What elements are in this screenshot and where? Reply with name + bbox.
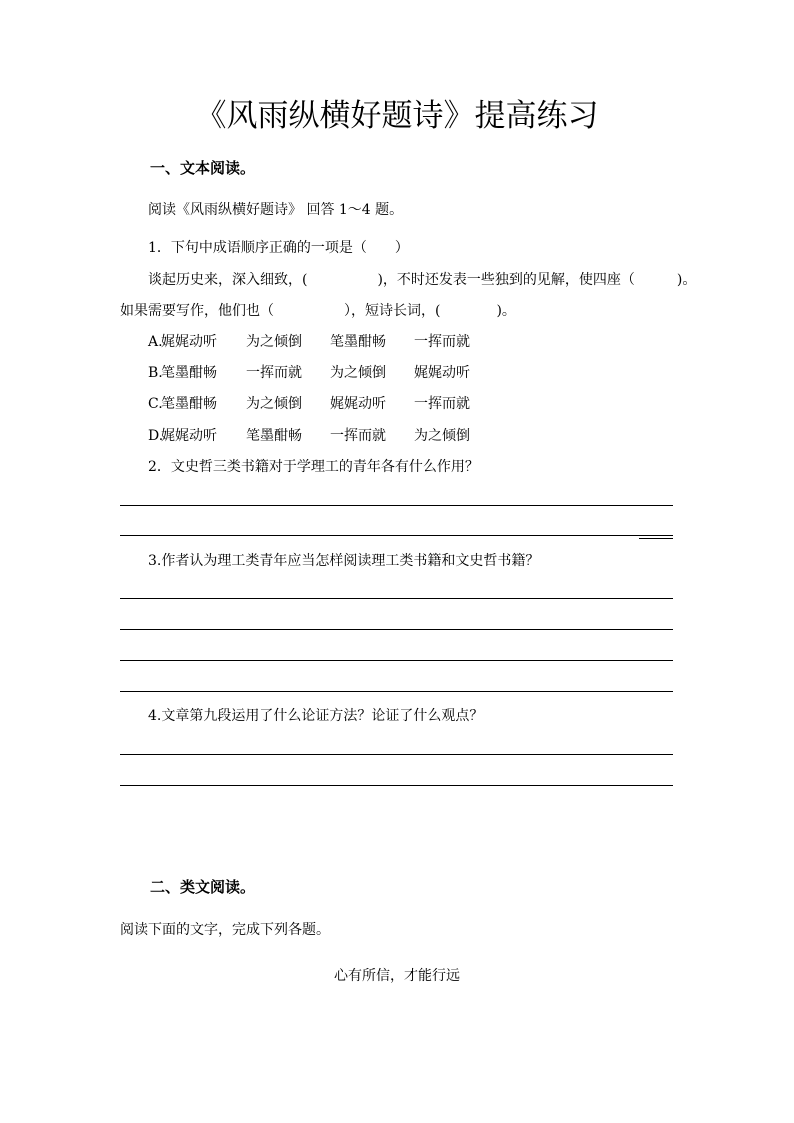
section-2-intro: 阅读下面的文字，完成下列各题。 — [120, 922, 330, 938]
option-item: 为之倾倒 — [414, 428, 470, 444]
question-2-stem: 2．文史哲三类书籍对于学理工的青年各有什么作用？ — [148, 459, 479, 475]
option-item: 娓娓动听 — [330, 396, 386, 412]
option-item: 为之倾倒 — [246, 334, 302, 350]
passage-title: 心有所信，才能行远 — [334, 968, 460, 984]
option-letter: B. — [148, 365, 163, 381]
question-1-stem: 1．下句中成语顺序正确的一项是（ ） — [148, 240, 409, 256]
answer-line[interactable] — [120, 660, 673, 661]
section-2-heading: 二、类文阅读。 — [150, 878, 256, 896]
answer-line[interactable] — [120, 629, 673, 630]
answer-line[interactable] — [120, 535, 673, 536]
option-letter: A. — [148, 334, 163, 350]
question-3-stem: 3.作者认为理工类青年应当怎样阅读理工类书籍和文史哲书籍？ — [148, 553, 540, 569]
answer-line[interactable] — [120, 691, 673, 692]
section-1-intro: 阅读《风雨纵横好题诗》 回答 1～4 题。 — [148, 202, 404, 218]
option-item: 笔墨酣畅 — [246, 428, 302, 444]
option-item: 一挥而就 — [414, 334, 470, 350]
option-item: 娓娓动听 — [414, 365, 470, 381]
option-item: 笔墨酣畅 — [330, 334, 386, 350]
option-item: 娓娓动听 — [161, 428, 217, 444]
option-item: 一挥而就 — [330, 428, 386, 444]
option-item: 为之倾倒 — [330, 365, 386, 381]
option-item: 一挥而就 — [246, 365, 302, 381]
answer-line[interactable] — [120, 505, 673, 506]
document-title: 《风雨纵横好题诗》提高练习 — [195, 98, 599, 134]
answer-line[interactable] — [120, 785, 673, 786]
option-item: 娓娓动听 — [161, 334, 217, 350]
option-letter: D. — [148, 428, 164, 444]
option-item: 笔墨酣畅 — [161, 365, 217, 381]
answer-line[interactable] — [120, 754, 673, 755]
question-4-stem: 4.文章第九段运用了什么论证方法？论证了什么观点？ — [148, 708, 484, 724]
option-item: 一挥而就 — [414, 396, 470, 412]
option-item: 为之倾倒 — [246, 396, 302, 412]
answer-line[interactable] — [120, 598, 673, 599]
question-1-passage-line-1: 谈起历史来，深入细致，( )，不时还发表一些独到的见解，使四座（ )。 — [148, 272, 697, 288]
option-letter: C. — [148, 396, 163, 412]
answer-line-tail — [639, 538, 673, 539]
question-1-passage-line-2: 如果需要写作，他们也（ ），短诗长词，( )。 — [120, 303, 516, 319]
option-item: 笔墨酣畅 — [161, 396, 217, 412]
section-1-heading: 一、文本阅读。 — [150, 159, 256, 177]
